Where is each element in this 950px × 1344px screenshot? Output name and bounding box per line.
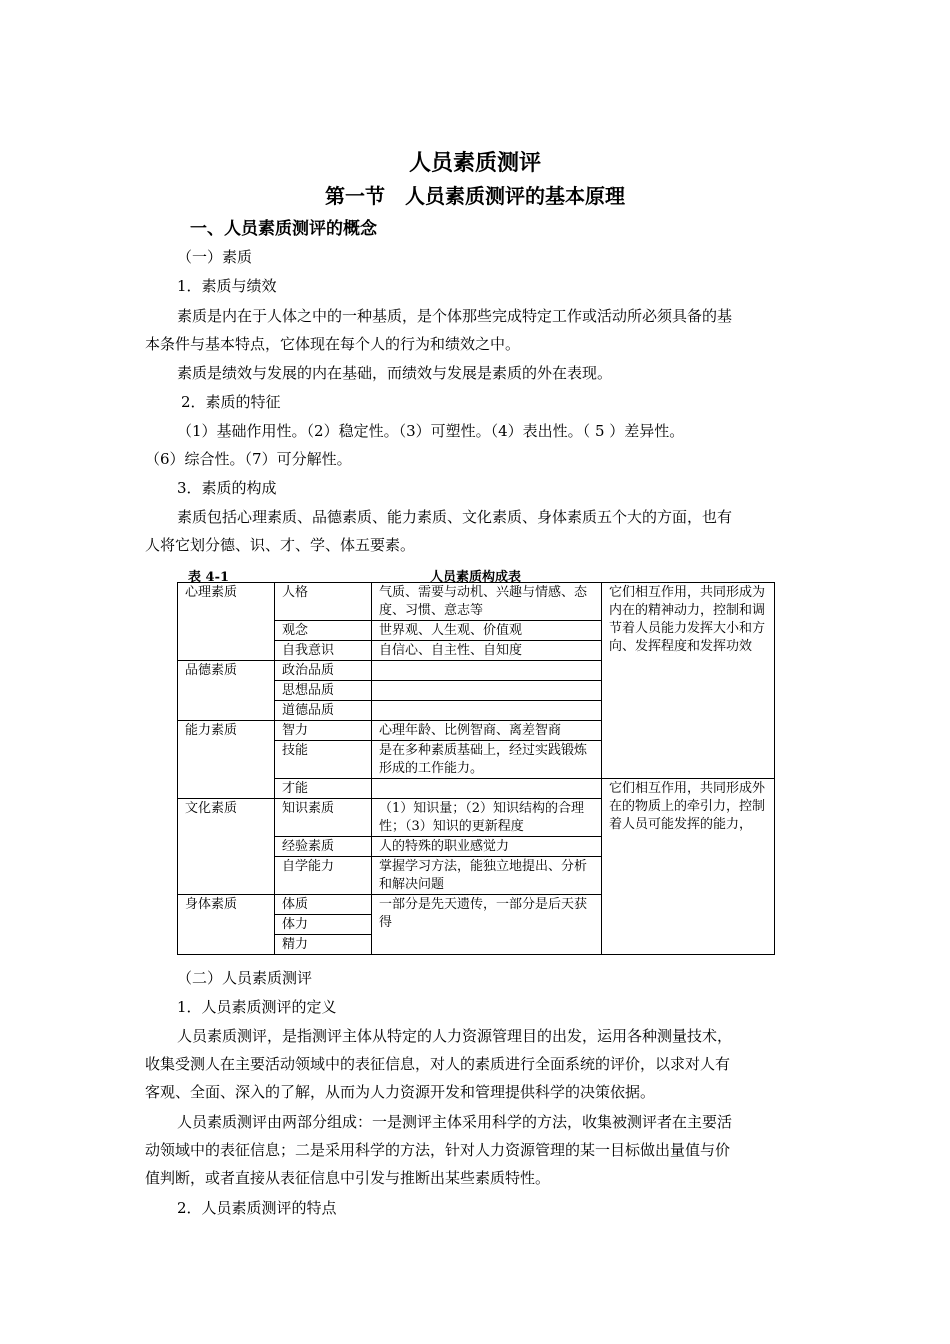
item-heading: 3．素质的构成	[177, 479, 277, 497]
subcategory-cell: 体质	[275, 895, 372, 915]
paragraph-line: 值判断，或者直接从表征信息中引发与推断出某些素质特性。	[145, 1169, 551, 1187]
description-cell: （1）知识量；（2）知识结构的合理性；（3）知识的更新程度	[372, 799, 602, 837]
paragraph-line: （6）综合性。（7）可分解性。	[145, 450, 352, 468]
subcategory-cell: 经验素质	[275, 837, 372, 857]
description-cell: 掌握学习方法，能独立地提出、分析和解决问题	[372, 857, 602, 895]
subcategory-cell: 智力	[275, 721, 372, 741]
quality-composition-table	[177, 582, 775, 955]
category-cell: 能力素质	[178, 721, 275, 799]
subheading: （一）素质	[177, 248, 253, 266]
document-title: 人员素质测评	[408, 150, 541, 176]
item-heading: 2．素质的特征	[181, 393, 281, 411]
item-heading: 1．素质与绩效	[177, 277, 277, 295]
description-cell	[372, 701, 602, 721]
table-label: 表 4-1	[188, 570, 230, 585]
item-heading: 2．人员素质测评的特点	[177, 1199, 337, 1217]
subcategory-cell: 技能	[275, 741, 372, 779]
description-cell: 自信心、自主性、自知度	[372, 641, 602, 661]
description-cell: 一部分是先天遗传，一部分是后天获得	[372, 895, 602, 955]
subcategory-cell: 政治品质	[275, 661, 372, 681]
paragraph-line: 收集受测人在主要活动领域中的表征信息，对人的素质进行全面系统的评价，以求对人有	[145, 1055, 731, 1073]
description-cell: 是在多种素质基础上，经过实践锻炼形成的工作能力。	[372, 741, 602, 779]
paragraph-line: 人员素质测评由两部分组成：一是测评主体采用科学的方法，收集被测评者在主要活	[177, 1113, 733, 1131]
subcategory-cell: 道德品质	[275, 701, 372, 721]
description-cell	[372, 661, 602, 681]
subheading: （二）人员素质测评	[177, 969, 313, 987]
note-cell: 它们相互作用，共同形成为内在的精神动力，控制和调节着人员能力发挥大小和方向、发挥程度和发挥功效	[602, 583, 775, 779]
paragraph-line: 本条件与基本特点，它体现在每个人的行为和绩效之中。	[145, 335, 521, 353]
subcategory-cell: 体力	[275, 915, 372, 935]
category-cell: 文化素质	[178, 799, 275, 895]
paragraph-line: 人员素质测评，是指测评主体从特定的人力资源管理目的出发，运用各种测量技术，	[177, 1027, 733, 1045]
heading-level-1: 一、人员素质测评的概念	[190, 219, 377, 239]
description-cell: 心理年龄、比例智商、离差智商	[372, 721, 602, 741]
subcategory-cell: 精力	[275, 935, 372, 955]
category-cell: 身体素质	[178, 895, 275, 955]
paragraph-line: 素质是内在于人体之中的一种基质，是个体那些完成特定工作或活动所必须具备的基	[177, 307, 733, 325]
subcategory-cell: 自我意识	[275, 641, 372, 661]
description-cell: 世界观、人生观、价值观	[372, 621, 602, 641]
subcategory-cell: 人格	[275, 583, 372, 621]
description-cell	[372, 681, 602, 701]
subcategory-cell: 才能	[275, 779, 372, 799]
paragraph-line: 人将它划分德、识、才、学、体五要素。	[145, 536, 416, 554]
description-cell: 人的特殊的职业感觉力	[372, 837, 602, 857]
paragraph-line: 素质包括心理素质、品德素质、能力素质、文化素质、身体素质五个大的方面，也有	[177, 508, 733, 526]
item-heading: 1．人员素质测评的定义	[177, 998, 337, 1016]
category-cell: 品德素质	[178, 661, 275, 721]
subcategory-cell: 思想品质	[275, 681, 372, 701]
subcategory-cell: 自学能力	[275, 857, 372, 895]
paragraph-line: 素质是绩效与发展的内在基础，而绩效与发展是素质的外在表现。	[177, 364, 613, 382]
paragraph-line: （1）基础作用性。（2）稳定性。（3）可塑性。（4）表出性。（ 5 ）差异性。	[177, 422, 685, 440]
section-title: 第一节 人员素质测评的基本原理	[325, 184, 625, 208]
category-cell: 心理素质	[178, 583, 275, 661]
subcategory-cell: 知识素质	[275, 799, 372, 837]
subcategory-cell: 观念	[275, 621, 372, 641]
table-caption: 人员素质构成表	[430, 570, 522, 585]
paragraph-line: 客观、全面、深入的了解，从而为人力资源开发和管理提供科学的决策依据。	[145, 1083, 656, 1101]
paragraph-line: 动领域中的表征信息；二是采用科学的方法，针对人力资源管理的某一目标做出量值与价	[145, 1141, 731, 1159]
note-cell: 它们相互作用，共同形成外在的物质上的牵引力，控制着人员可能发挥的能力，	[602, 779, 775, 955]
description-cell	[372, 779, 602, 799]
description-cell: 气质、需要与动机、兴趣与情感、态度、习惯、意志等	[372, 583, 602, 621]
